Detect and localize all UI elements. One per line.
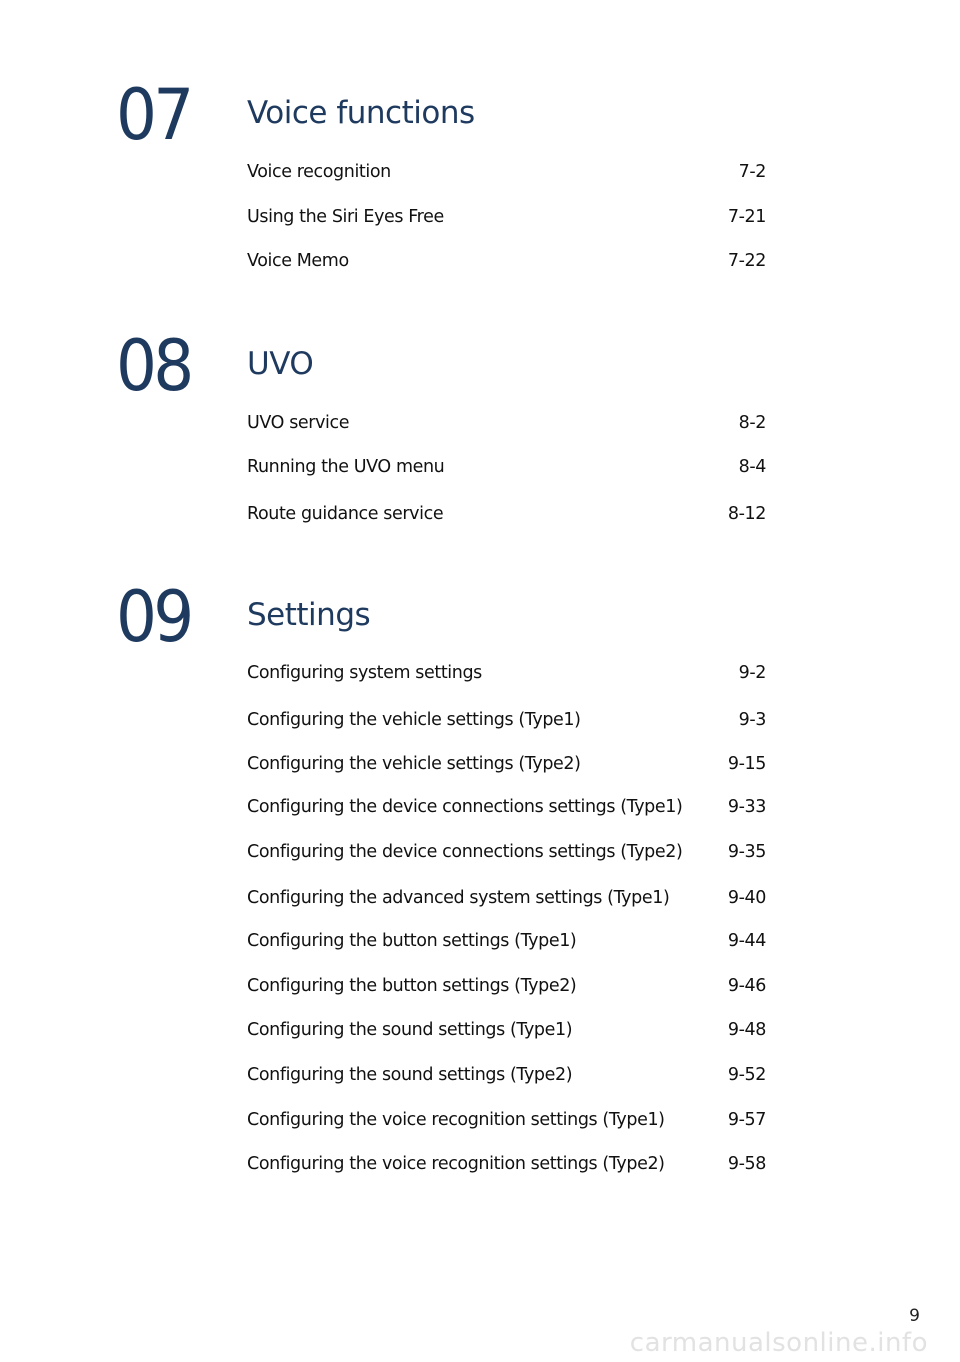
toc-entry-label: Configuring the device connections settings (Type1) — [247, 797, 683, 817]
toc-entry-button-settings-type2[interactable] — [247, 974, 766, 998]
toc-entry-advanced-system-type1[interactable] — [247, 886, 766, 910]
page-number: 9 — [909, 1306, 920, 1326]
toc-entry-page: 9-35 — [727, 842, 766, 862]
toc-entry-page: 9-3 — [738, 710, 766, 730]
toc-entry-siri-eyes-free[interactable] — [247, 205, 766, 229]
toc-entry-page: 9-52 — [727, 1065, 766, 1085]
toc-entry-page: 9-58 — [727, 1154, 766, 1174]
toc-entry-vehicle-settings-type1[interactable] — [247, 708, 766, 732]
toc-entry-page: 7-21 — [727, 207, 766, 227]
toc-entry-label: Running the UVO menu — [247, 457, 445, 477]
toc-entry-vehicle-settings-type2[interactable] — [247, 752, 766, 776]
toc-entry-label: Configuring the vehicle settings (Type2) — [247, 754, 581, 774]
toc-entry-voice-recognition[interactable] — [247, 160, 766, 184]
toc-entry-voice-recognition-type1[interactable] — [247, 1108, 766, 1132]
toc-entry-page: 7-2 — [738, 162, 766, 182]
watermark: carmanualsonline.info — [629, 1328, 928, 1358]
toc-entry-label: Configuring the voice recognition settings (Type2) — [247, 1154, 665, 1174]
toc-entry-page: 8-2 — [738, 413, 766, 433]
toc-entry-label: Configuring the advanced system settings (Type1) — [247, 888, 670, 908]
toc-entry-page: 9-40 — [727, 888, 766, 908]
toc-entry-label: Configuring the button settings (Type1) — [247, 931, 577, 951]
toc-entry-device-connections-type1[interactable] — [247, 795, 766, 819]
toc-entry-label: Configuring the sound settings (Type1) — [247, 1020, 573, 1040]
toc-entry-system-settings[interactable] — [247, 661, 766, 685]
toc-entry-running-uvo-menu[interactable] — [247, 455, 766, 479]
toc-entry-label: Using the Siri Eyes Free — [247, 207, 444, 227]
toc-entry-label: Configuring the device connections settings (Type2) — [247, 842, 683, 862]
toc-entry-sound-settings-type2[interactable] — [247, 1063, 766, 1087]
toc-entry-page: 9-57 — [727, 1110, 766, 1130]
toc-entry-page: 8-12 — [727, 504, 766, 524]
toc-entry-sound-settings-type1[interactable] — [247, 1018, 766, 1042]
toc-entry-label: Configuring the voice recognition settings (Type1) — [247, 1110, 665, 1130]
toc-entry-label: Configuring the vehicle settings (Type1) — [247, 710, 581, 730]
toc-entry-route-guidance[interactable] — [247, 502, 766, 526]
toc-entry-label: Configuring the sound settings (Type2) — [247, 1065, 573, 1085]
toc-entry-page: 9-15 — [727, 754, 766, 774]
toc-entry-voice-memo[interactable] — [247, 249, 766, 273]
toc-entry-device-connections-type2[interactable] — [247, 840, 766, 864]
toc-entry-page: 9-33 — [727, 797, 766, 817]
toc-entry-label: Voice Memo — [247, 251, 349, 271]
chapter-title: Settings — [247, 597, 371, 633]
toc-entry-page: 9-2 — [738, 663, 766, 683]
toc-entry-label: UVO service — [247, 413, 350, 433]
toc-entry-voice-recognition-type2[interactable] — [247, 1152, 766, 1176]
toc-entry-button-settings-type1[interactable] — [247, 929, 766, 953]
toc-entry-page: 7-22 — [727, 251, 766, 271]
toc-entry-label: Configuring the button settings (Type2) — [247, 976, 577, 996]
toc-entry-label: Configuring system settings — [247, 663, 482, 683]
chapter-number: 08 — [116, 325, 191, 407]
toc-entry-label: Voice recognition — [247, 162, 391, 182]
toc-entry-page: 9-48 — [727, 1020, 766, 1040]
chapter-title: Voice functions — [247, 95, 475, 131]
toc-entry-label: Route guidance service — [247, 504, 444, 524]
chapter-number: 09 — [116, 576, 191, 658]
toc-entry-page: 8-4 — [738, 457, 766, 477]
toc-entry-page: 9-44 — [727, 931, 766, 951]
toc-entry-page: 9-46 — [727, 976, 766, 996]
chapter-title: UVO — [247, 346, 314, 382]
toc-entry-uvo-service[interactable] — [247, 411, 766, 435]
chapter-number: 07 — [116, 74, 191, 156]
